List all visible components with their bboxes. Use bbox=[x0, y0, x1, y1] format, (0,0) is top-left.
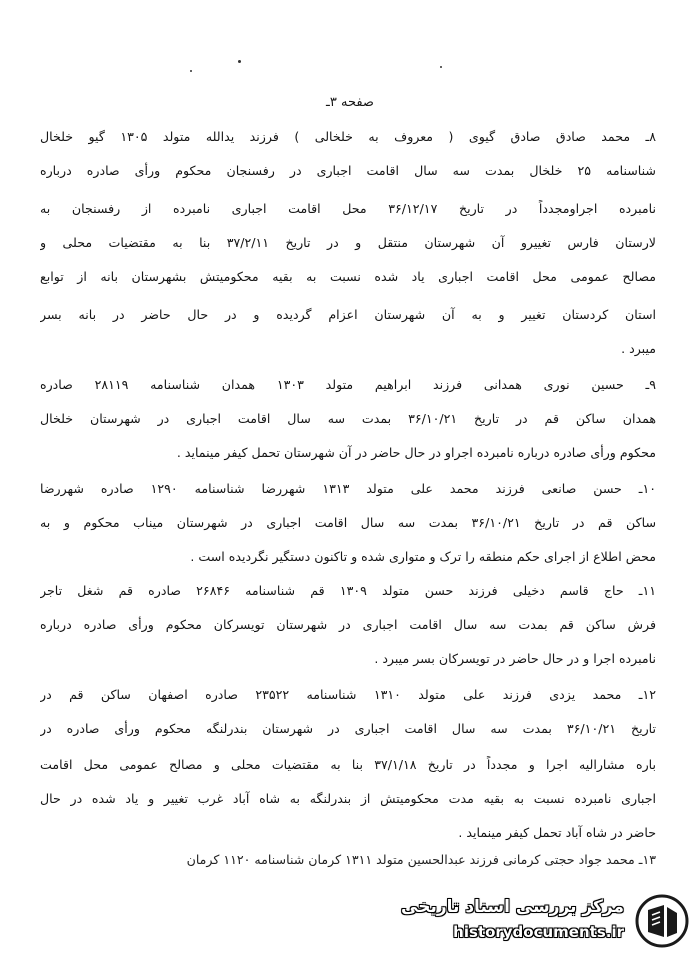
text-line: ۱۱ـ حاج قاسم دخیلی فرزند حسن متولد ۱۳۰۹ قم شناسنامه ۲۶۸۴۶ صادره قم شغل تاجر bbox=[40, 583, 656, 598]
scan-speck bbox=[440, 66, 442, 68]
text-line: باره مشارالیه اجرا و مجدداً در تاریخ ۳۷/۱/۱۸ بنا به مقتضیات محلی و مصالح عمومی محل اقامت bbox=[40, 757, 656, 772]
text-line: ساکن قم در تاریخ ۳۶/۱۰/۲۱ بمدت سه سال اقامت اجباری در شهرستان میناب محکوم و به bbox=[40, 515, 656, 530]
text-line: اجباری نامبرده نسبت به بقیه مدت محکومیتش از بندرلنگه به شاه آباد غرب تغییر و یاد شده در حال bbox=[40, 791, 656, 806]
text-line: ۱۲ـ محمد یزدی فرزند علی متولد ۱۳۱۰ شناسنامه ۲۳۵۲۲ صادره اصفهان ساکن قم در bbox=[40, 687, 656, 702]
text-line: نامبرده اجراومجدداً در تاریخ ۳۶/۱۲/۱۷ محل اقامت اجباری نامبرده از رفسنجان به bbox=[40, 201, 656, 216]
text-line: لارستان فارس تغییرو آن شهرستان منتقل و در تاریخ ۳۷/۲/۱۱ بنا به مقتضیات محلی و bbox=[40, 235, 656, 250]
text-line: مصالح عمومی محل اقامت اجباری یاد شده نسبت به بقیه محکومیتش بشهرستان بانه از توابع bbox=[40, 269, 656, 284]
archive-logo-icon bbox=[634, 893, 690, 949]
text-line: محض اطلاع از اجرای حکم منطقه را ترک و متواری شده و تاکنون دستگیر نگردیده است . bbox=[190, 549, 656, 564]
text-line: همدان ساکن قم در تاریخ ۳۶/۱۰/۲۱ بمدت سه سال اقامت اجباری در شهرستان خلخال bbox=[40, 411, 656, 426]
scan-speck bbox=[190, 70, 192, 72]
watermark bbox=[390, 893, 690, 949]
text-line: ۱۰ـ حسن صانعی فرزند محمد علی متولد ۱۳۱۳ شهررضا شناسنامه ۱۲۹۰ صادره شهررضا bbox=[40, 481, 656, 496]
text-line: ۸ـ محمد صادق صادق گیوی ( معروف به خلخالی ) فرزند یدالله متولد ۱۳۰۵ گیو خلخال bbox=[40, 129, 656, 144]
text-line: شناسنامه ۲۵ خلخال بمدت سه سال اقامت اجباری در رفسنجان محکوم ورأی صادره درباره bbox=[40, 163, 656, 178]
page-number: صفحه ۳ـ bbox=[326, 95, 374, 110]
scan-speck bbox=[238, 60, 241, 63]
text-line: فرش ساکن قم بمدت سه سال اقامت اجباری در شهرستان تویسرکان محکوم ورأی صادره درباره bbox=[40, 617, 656, 632]
text-line: حاضر در شاه آباد تحمل کیفر مینماید . bbox=[458, 825, 656, 840]
text-line: میبرد . bbox=[621, 341, 656, 356]
text-line: محکوم ورأی صادره درباره نامبرده اجراو در حال حاضر در آن شهرستان تحمل کیفر مینماید . bbox=[176, 445, 656, 460]
watermark-url: historydocuments.ir bbox=[453, 923, 624, 941]
watermark-title: مرکز بررسی اسناد تاریخی bbox=[401, 897, 624, 917]
text-line-cutoff: ۱۳ـ محمد جواد حجتی کرمانی فرزند عبدالحسین متولد ۱۳۱۱ کرمان شناسنامه ۱۱۲۰ کرمان bbox=[186, 852, 656, 867]
text-line: نامبرده اجرا و در حال حاضر در تویسرکان بسر میبرد . bbox=[374, 651, 656, 666]
text-line: ۹ـ حسین نوری همدانی فرزند ابراهیم متولد ۱۳۰۳ همدان شناسنامه ۲۸۱۱۹ صادره bbox=[40, 377, 656, 392]
text-line: تاریخ ۳۶/۱۰/۲۱ بمدت سه سال اقامت اجباری در شهرستان بندرلنگه محکوم ورأی صادره در bbox=[40, 721, 656, 736]
text-line: استان کردستان تغییر و به آن شهرستان اعزام گردیده و در حال حاضر در بانه بسر bbox=[40, 307, 656, 322]
